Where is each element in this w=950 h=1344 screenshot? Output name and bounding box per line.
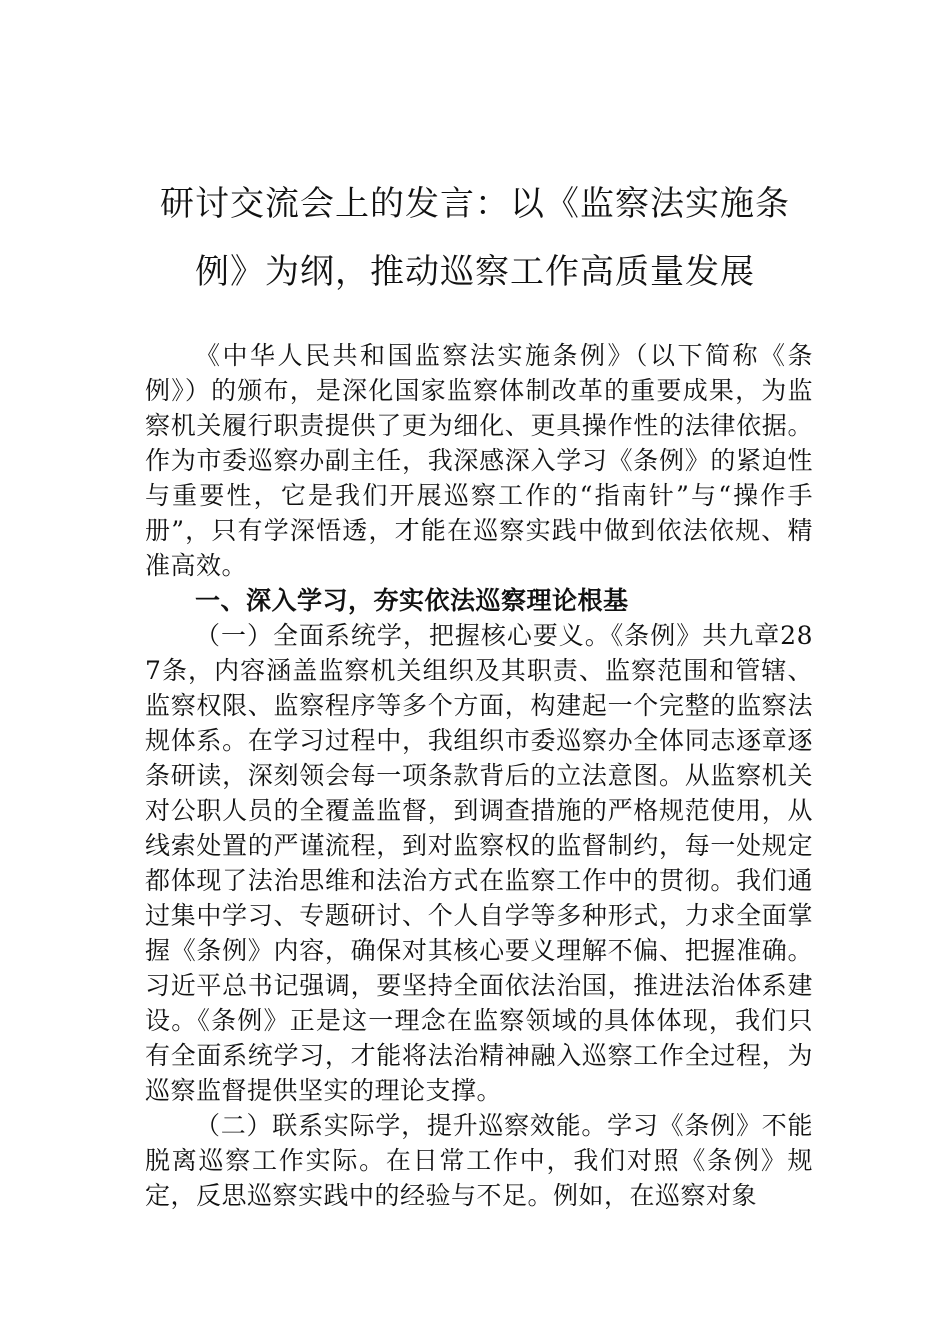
subsection-paragraph-1: （一）全面系统学，把握核心要义。《条例》共九章287条，内容涵盖监察机关组织及其职责、监察范围和管辖、监察权限、监察程序等多个方面，构建起一个完整的监察法规体系。在学习过程中，我组织市委巡察办全体同志逐章逐条研读，深刻领会每一项条款背后的立法意图。从监察机关对公职人员的全覆盖监督，到调查措施的严格规范使用，从线索处置的严谨流程，到对监察权的监督制约，每一处规定都体现了法治思维和法治方式在监察工作中的贯彻。我们通过集中学习、专题研讨、个人自学等多种形式，力求全面掌握《条例》内容，确保对其核心要义理解不偏、把握准确。习近平总书记强调，要坚持全面依法治国，推进法治体系建设。《条例》正是这一理念在监察领域的具体体现，我们只有全面系统学习，才能将法治精神融入巡察工作全过程，为巡察监督提供坚实的理论支撑。 xyxy=(145,621,813,1105)
subsection-paragraph-2: （二）联系实际学，提升巡察效能。学习《条例》不能脱离巡察工作实际。在日常工作中，我们对照《条例》规定，反思巡察实践中的经验与不足。例如，在巡察对象 xyxy=(145,1111,813,1210)
intro-paragraph: 《中华人民共和国监察法实施条例》（以下简称《条例》）的颁布，是深化国家监察体制改革的重要成果，为监察机关履行职责提供了更为细化、更具操作性的法律依据。作为市委巡察办副主任，我深感深入学习《条例》的紧迫性与重要性，它是我们开展巡察工作的“指南针”与“操作手册”，只有学深悟透，才能在巡察实践中做到依法依规、精准高效。 xyxy=(145,341,813,580)
title-line-1: 研讨交流会上的发言：以《监察法实施条 xyxy=(160,184,790,224)
document-title xyxy=(120,170,830,306)
title-line-2: 例》为纲，推动巡察工作高质量发展 xyxy=(195,252,755,292)
section-heading-1: 一、深入学习，夯实依法巡察理论根基 xyxy=(195,586,629,615)
document-body xyxy=(145,338,813,1213)
